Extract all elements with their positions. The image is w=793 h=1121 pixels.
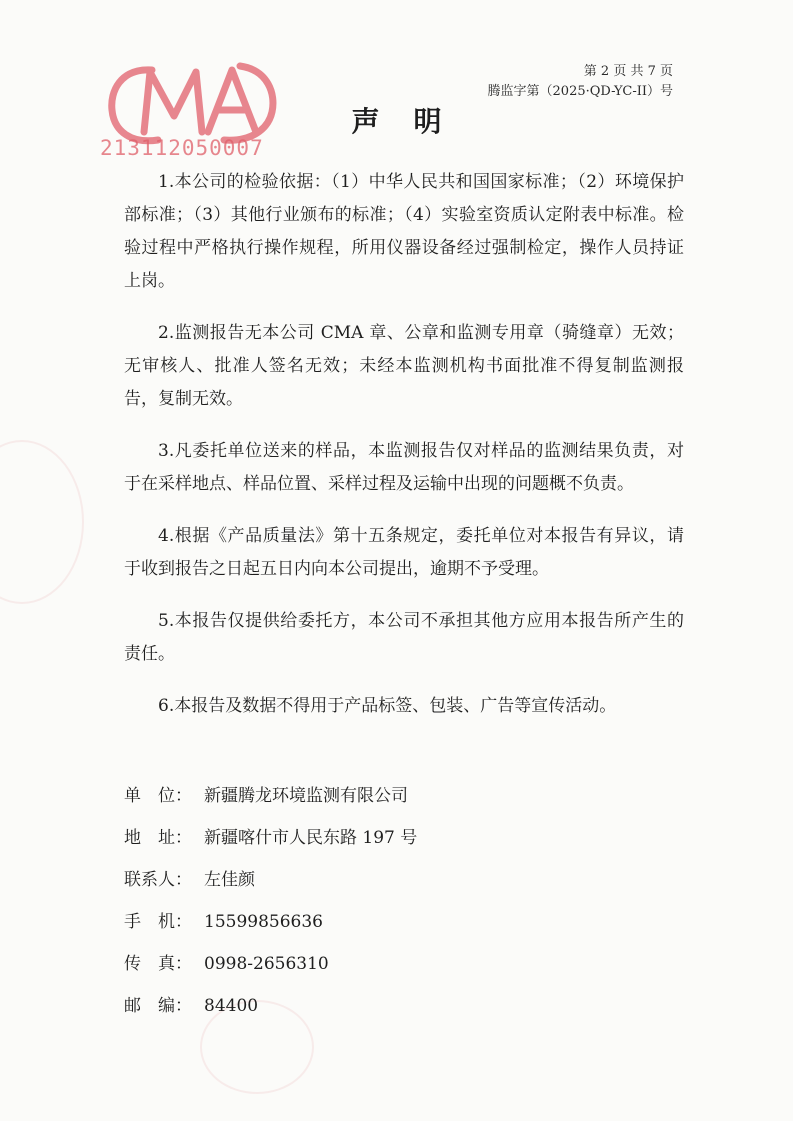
contact-row-postcode: [124, 990, 684, 1032]
contact-label: 单 位：: [124, 786, 192, 806]
fax-number: 0998-2656310: [204, 954, 329, 974]
clause-4: 4.根据《产品质量法》第十五条规定，委托单位对本报告有异议，请于收到报告之日起五日内向本公司提出，逾期不予受理。: [124, 526, 684, 579]
clause-1: 1.本公司的检验依据：（1）中华人民共和国国家标准；（2）环境保护部标准；（3）其他行业颁布的标准；（4）实验室资质认定附表中标准。检验过程中严格执行操作规程，所用仪器设备经过强制检定，操作人员持证上岗。: [124, 172, 684, 291]
report-number: 腾监字第（2025·QD-YC-II）号: [487, 84, 673, 99]
faint-seal-left: [0, 440, 84, 604]
document-title: 声明: [351, 105, 476, 138]
contact-label: 联系人：: [124, 870, 192, 890]
page-number: 第 2 页 共 7 页: [583, 64, 673, 79]
contact-label: 传 真：: [124, 954, 192, 974]
contact-label: 地 址：: [124, 828, 192, 848]
contact-row-mobile: [124, 906, 684, 948]
contact-row-person: [124, 864, 684, 906]
page-header-info: [488, 62, 673, 102]
postal-code: 84400: [204, 996, 259, 1016]
cma-stamp-number: 213112050007: [100, 136, 264, 160]
contact-row-fax: [124, 948, 684, 990]
mobile-number: 15599856636: [204, 912, 323, 932]
company-name: 新疆腾龙环境监测有限公司: [204, 786, 408, 806]
clause-3: 3.凡委托单位送来的样品，本监测报告仅对样品的监测结果负责，对于在采样地点、样品位置、采样过程及运输中出现的问题概不负责。: [124, 441, 684, 494]
contact-label: 手 机：: [124, 912, 192, 932]
statement-clauses: [124, 166, 684, 742]
company-address: 新疆喀什市人民东路 197 号: [204, 828, 418, 848]
contact-label: 邮 编：: [124, 996, 192, 1016]
clause-6: 6.本报告及数据不得用于产品标签、包装、广告等宣传活动。: [158, 696, 617, 716]
contact-row-address: [124, 822, 684, 864]
contact-person: 左佳颜: [204, 870, 255, 890]
clause-2: 2.监测报告无本公司 CMA 章、公章和监测专用章（骑缝章）无效；无审核人、批准人签名无效；未经本监测机构书面批准不得复制监测报告，复制无效。: [124, 323, 684, 409]
clause-5: 5.本报告仅提供给委托方，本公司不承担其他方应用本报告所产生的责任。: [124, 611, 684, 664]
contact-info: [124, 780, 684, 1032]
contact-row-company: [124, 780, 684, 822]
